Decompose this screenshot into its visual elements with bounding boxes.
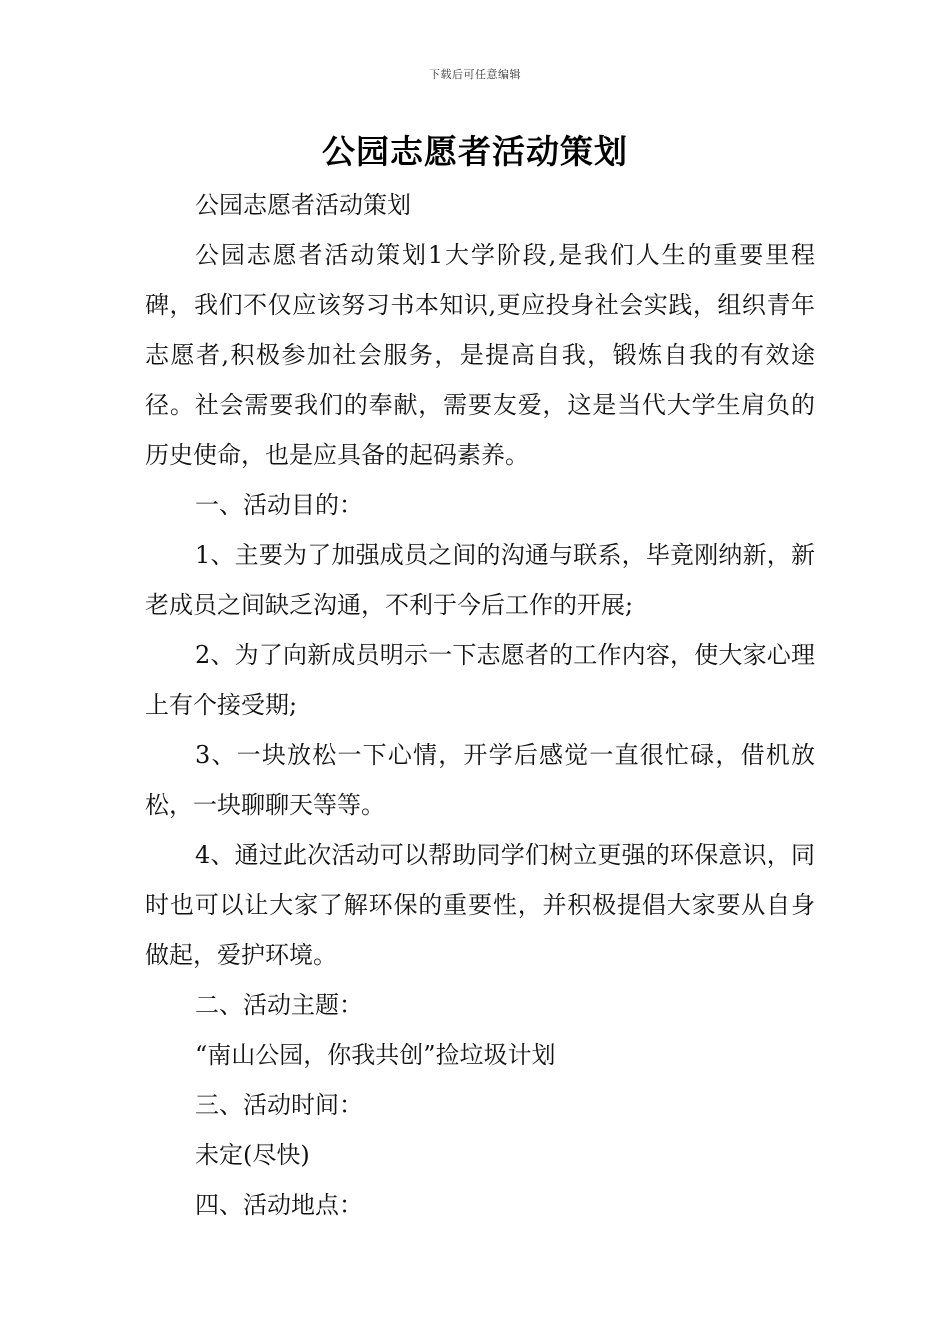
purpose-item-2: 2、为了向新成员明示一下志愿者的工作内容，使大家心理上有个接受期;	[145, 641, 815, 719]
theme-text: “南山公园，你我共创”捡垃圾计划	[195, 1041, 556, 1069]
purpose-item-3: 3、一块放松一下心情，开学后感觉一直很忙碌，借机放松，一块聊聊天等等。	[145, 741, 815, 819]
document-title: 公园志愿者活动策划	[322, 132, 628, 171]
download-note: 下载后可任意编辑	[429, 68, 521, 81]
section-heading-location: 四、活动地点：	[195, 1191, 363, 1219]
section-heading-time: 三、活动时间：	[195, 1091, 363, 1119]
section-heading-theme: 二、活动主题：	[195, 991, 363, 1019]
section-heading-purpose: 一、活动目的：	[195, 491, 363, 519]
purpose-item-1: 1、主要为了加强成员之间的沟通与联系，毕竟刚纳新，新老成员之间缺乏沟通，不利于今后工作的开展;	[145, 541, 815, 619]
time-text: 未定(尽快)	[195, 1141, 310, 1169]
document-body	[145, 180, 815, 1230]
paragraph-subtitle: 公园志愿者活动策划	[195, 191, 411, 219]
purpose-item-4: 4、通过此次活动可以帮助同学们树立更强的环保意识，同时也可以让大家了解环保的重要性，并积极提倡大家要从自身做起，爱护环境。	[145, 841, 815, 969]
paragraph-intro: 公园志愿者活动策划1大学阶段,是我们人生的重要里程碑，我们不仅应该努习书本知识,更应投身社会实践，组织青年志愿者,积极参加社会服务，是提高自我，锻炼自我的有效途径。社会需要我们的奉献，需要友爱，这是当代大学生肩负的历史使命，也是应具备的起码素养。	[145, 241, 815, 469]
